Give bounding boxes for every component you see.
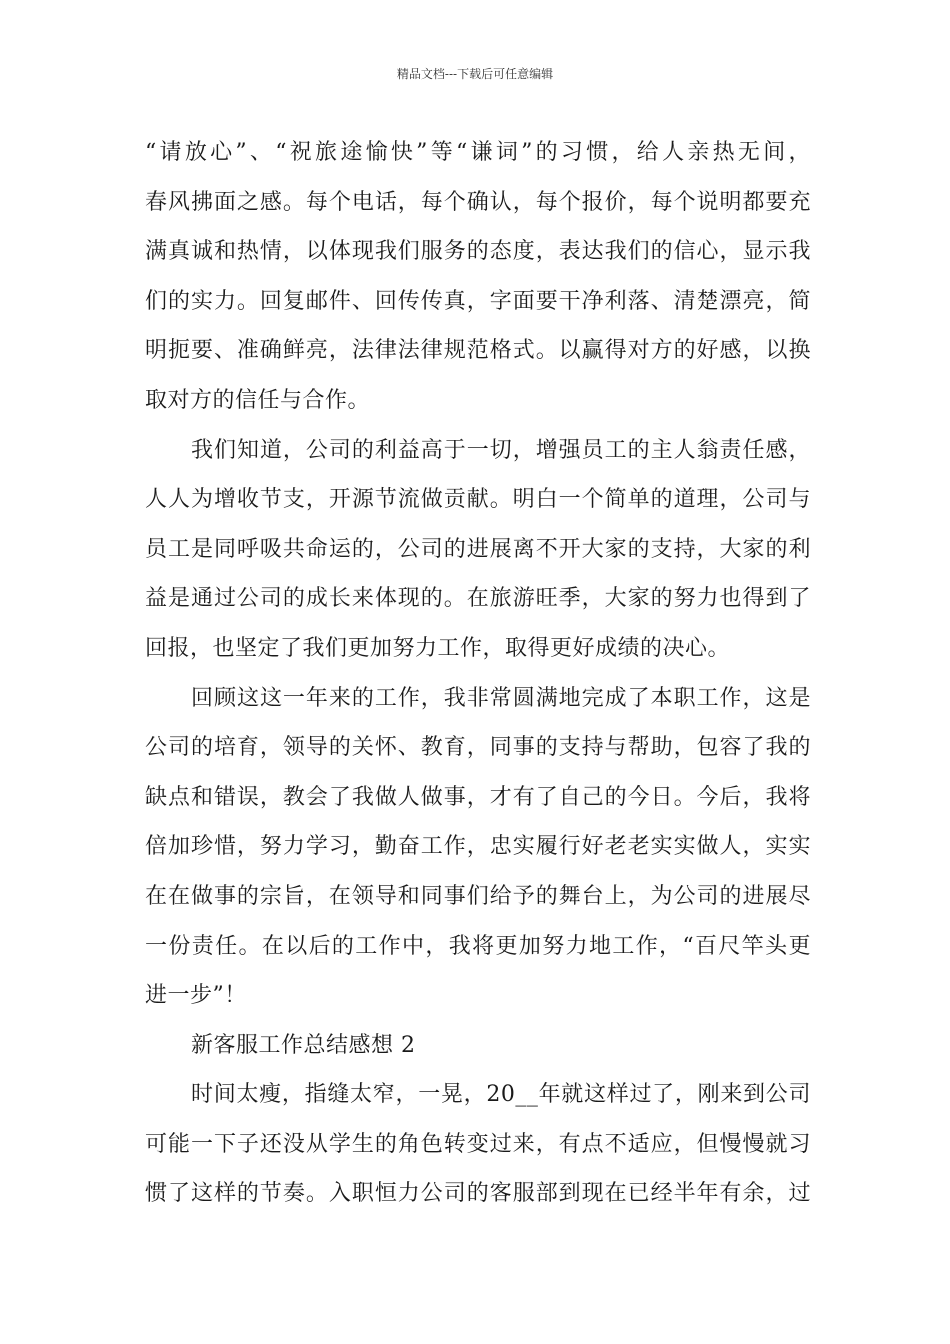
text-line: 取对方的信任与合作。 bbox=[145, 387, 371, 413]
section-heading-text: 新客服工作总结感想 2 bbox=[191, 1032, 416, 1058]
section-heading bbox=[145, 1021, 811, 1071]
text-line: 公司的培育，领导的关怀、教育，同事的支持与帮助，包容了我的 bbox=[145, 735, 811, 761]
document-body bbox=[145, 128, 811, 1219]
text-line: 满真诚和热情，以体现我们服务的态度，表达我们的信心，显示我 bbox=[145, 239, 811, 265]
paragraph bbox=[145, 128, 811, 426]
paragraph bbox=[145, 674, 811, 1021]
text-line: 一份责任。在以后的工作中，我将更加努力地工作，“百尺竿头更 bbox=[145, 933, 811, 959]
text-line: 进一步”！ bbox=[145, 983, 247, 1009]
text-line: 员工是同呼吸共命运的，公司的进展离不开大家的支持，大家的利 bbox=[145, 536, 811, 562]
paragraph bbox=[145, 1070, 811, 1219]
text-line: 回报，也坚定了我们更加努力工作，取得更好成绩的决心。 bbox=[145, 635, 731, 661]
text-line: 益是通过公司的成长来体现的。在旅游旺季，大家的努力也得到了 bbox=[145, 586, 811, 612]
text-line: 们的实力。回复邮件、回传传真，字面要干净利落、清楚漂亮，简 bbox=[145, 288, 811, 314]
text-line: 时间太瘦，指缝太窄，一晃，20__年就这样过了，刚来到公司 bbox=[191, 1082, 811, 1108]
text-line: 倍加珍惜，努力学习，勤奋工作，忠实履行好老老实实做人，实实 bbox=[145, 834, 811, 860]
text-line: “请放心”、“祝旅途愉快”等“谦词”的习惯，给人亲热无间， bbox=[145, 140, 811, 165]
paragraph bbox=[145, 426, 811, 674]
text-line: 可能一下子还没从学生的角色转变过来，有点不适应，但慢慢就习 bbox=[145, 1131, 811, 1157]
text-line: 惯了这样的节奏。入职恒力公司的客服部到现在已经半年有余，过 bbox=[145, 1181, 811, 1207]
text-line: 在在做事的宗旨，在领导和同事们给予的舞台上，为公司的进展尽 bbox=[145, 883, 811, 909]
text-line: 春风拂面之感。每个电话，每个确认，每个报价，每个说明都要充 bbox=[145, 189, 811, 215]
text-line: 回顾这这一年来的工作，我非常圆满地完成了本职工作，这是 bbox=[191, 685, 811, 711]
text-line: 明扼要、准确鲜亮，法律法律规范格式。以赢得对方的好感，以换 bbox=[145, 338, 811, 364]
text-line: 人人为增收节支，开源节流做贡献。明白一个简单的道理，公司与 bbox=[145, 487, 811, 513]
page-header: 精品文档---下载后可任意编辑 bbox=[396, 67, 554, 81]
text-line: 我们知道，公司的利益高于一切，增强员工的主人翁责任感， bbox=[191, 437, 811, 463]
text-line: 缺点和错误，教会了我做人做事，才有了自己的今日。今后，我将 bbox=[145, 784, 811, 810]
